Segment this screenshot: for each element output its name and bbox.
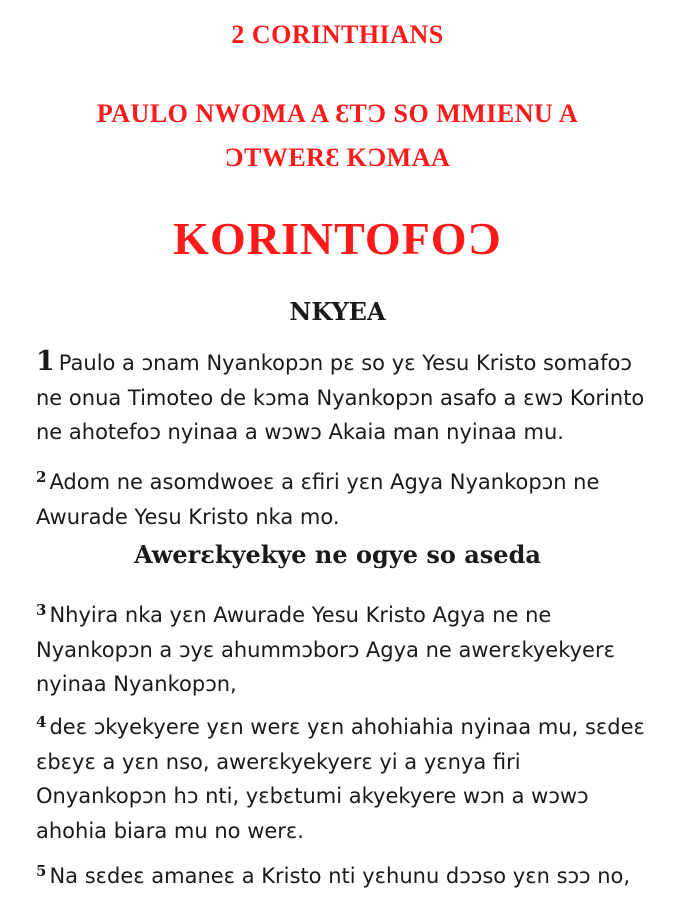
book-subtitle: PAULO NWOMA A ƐTƆ SO MMIENU A ƆTWERƐ KƆMAA	[96, 99, 579, 172]
verse-4	[36, 705, 648, 848]
verse-2	[36, 460, 648, 534]
main-heading: KORINTOFOƆ	[173, 213, 502, 264]
verse-number: 1	[36, 346, 55, 377]
verse-number: 2	[36, 468, 47, 486]
verse-number: 3	[36, 601, 47, 619]
verse-text: Adom ne asomdwoeɛ a ɛfiri yɛn Agya Nyankopɔn ne Awurade Yesu Kristo nka mo.	[36, 470, 600, 529]
verse-number: 5	[36, 862, 47, 880]
verse-5	[36, 854, 648, 894]
verse-text: deɛ ɔkyekyere yɛn werɛ yɛn ahohiahia nyinaa mu, sɛdeɛ ɛbɛyɛ a yɛn nso, awerɛkyekyerɛ yi a yɛnya firi Onyankopɔn hɔ nti, yɛbɛtumi akyekyere wɔn a wɔwɔ ahohia biara mu no werɛ.	[36, 715, 645, 843]
chapter-heading: NKYEA	[289, 297, 386, 326]
verse-1	[36, 345, 648, 450]
section-heading: Awerɛkyekye ne ogye so aseda	[134, 540, 541, 569]
verse-3	[36, 593, 648, 702]
verse-text: Na sɛdeɛ amaneɛ a Kristo nti yɛhunu dɔɔso yɛn sɔɔ no,	[49, 864, 631, 888]
verse-number: 4	[36, 713, 47, 731]
book-title: 2 CORINTHIANS	[231, 20, 444, 49]
verse-text: Nhyira nka yɛn Awurade Yesu Kristo Agya ne ne Nyankopɔn a ɔyɛ ahummɔborɔ Agya ne awerɛkyekyerɛ nyinaa Nyankopɔn,	[36, 603, 615, 696]
verse-text: Paulo a ɔnam Nyankopɔn pɛ so yɛ Yesu Kristo somafoɔ ne onua Timoteo de kɔma Nyankopɔn asafo a ɛwɔ Korinto ne ahotefoɔ nyinaa a wɔwɔ Akaia man nyinaa mu.	[36, 351, 645, 444]
